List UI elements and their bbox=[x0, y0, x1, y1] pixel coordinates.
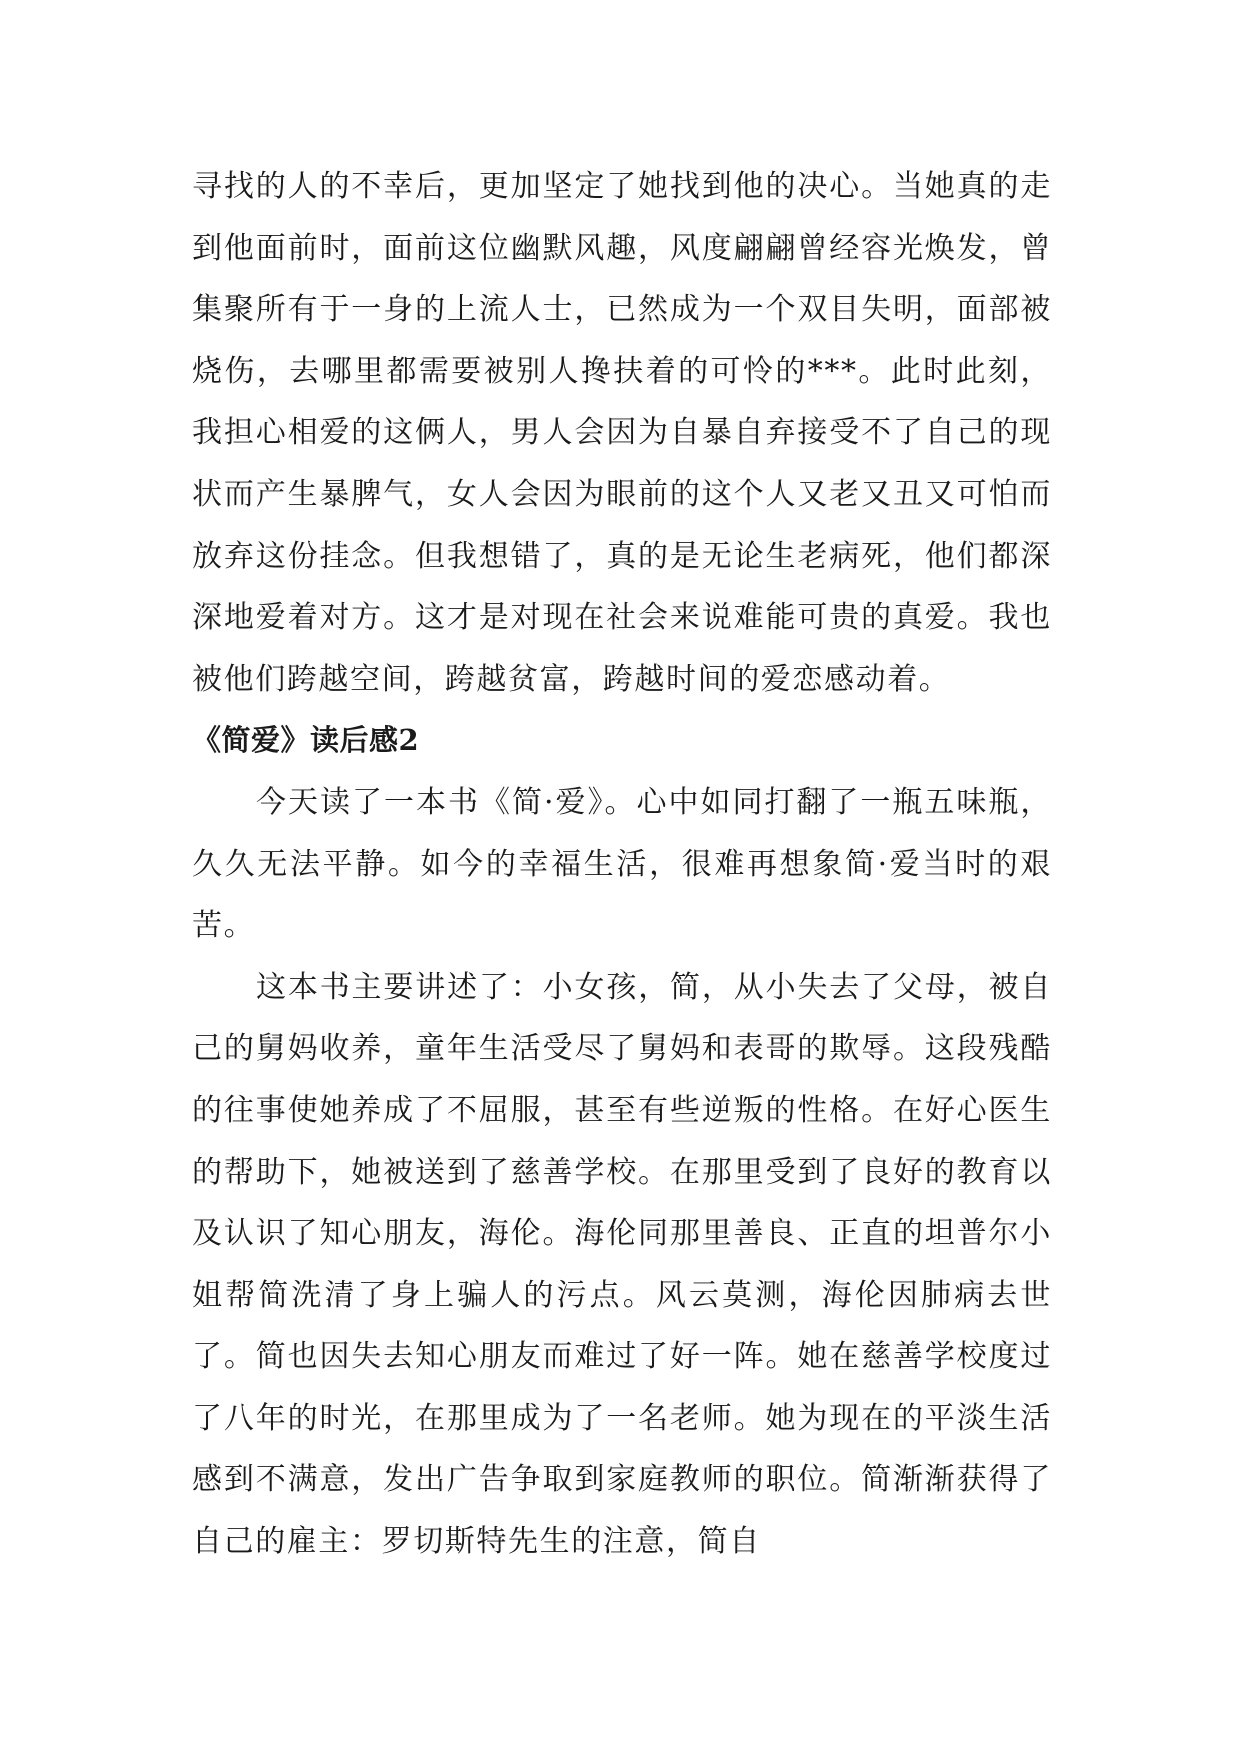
document-body bbox=[192, 156, 1052, 1573]
section-heading: 《简爱》读后感2 bbox=[192, 723, 420, 758]
section-paragraph-2: 这本书主要讲述了：小女孩，简，从小失去了父母，被自己的舅妈收养，童年生活受尽了舅妈和表哥的欺辱。这段残酷的往事使她养成了不屈服，甚至有些逆叛的性格。在好心医生的帮助下，她被送到了慈善学校。在那里受到了良好的教育以及认识了知心朋友，海伦。海伦同那里善良、正直的坦普尔小姐帮简洗清了身上骗人的污点。风云莫测，海伦因肺病去世了。简也因失去知心朋友而难过了好一阵。她在慈善学校度过了八年的时光，在那里成为了一名老师。她为现在的平淡生活感到不满意，发出广告争取到家庭教师的职位。简渐渐获得了自己的雇主：罗切斯特先生的注意，简自 bbox=[192, 969, 1052, 1560]
section-paragraph-1: 今天读了一本书《简·爱》。心中如同打翻了一瓶五味瓶，久久无法平静。如今的幸福生活，很难再想象简·爱当时的艰苦。 bbox=[192, 784, 1052, 944]
continued-paragraph: 寻找的人的不幸后，更加坚定了她找到他的决心。当她真的走到他面前时，面前这位幽默风趣，风度翩翩曾经容光焕发，曾集聚所有于一身的上流人士，已然成为一个双目失明，面部被烧伤，去哪里都需要被别人搀扶着的可怜的***。此时此刻，我担心相爱的这俩人，男人会因为自暴自弃接受不了自己的现状而产生暴脾气，女人会因为眼前的这个人又老又丑又可怕而放弃这份挂念。但我想错了，真的是无论生老病死，他们都深深地爱着对方。这才是对现在社会来说难能可贵的真爱。我也被他们跨越空间，跨越贫富，跨越时间的爱恋感动着。 bbox=[192, 169, 1052, 697]
